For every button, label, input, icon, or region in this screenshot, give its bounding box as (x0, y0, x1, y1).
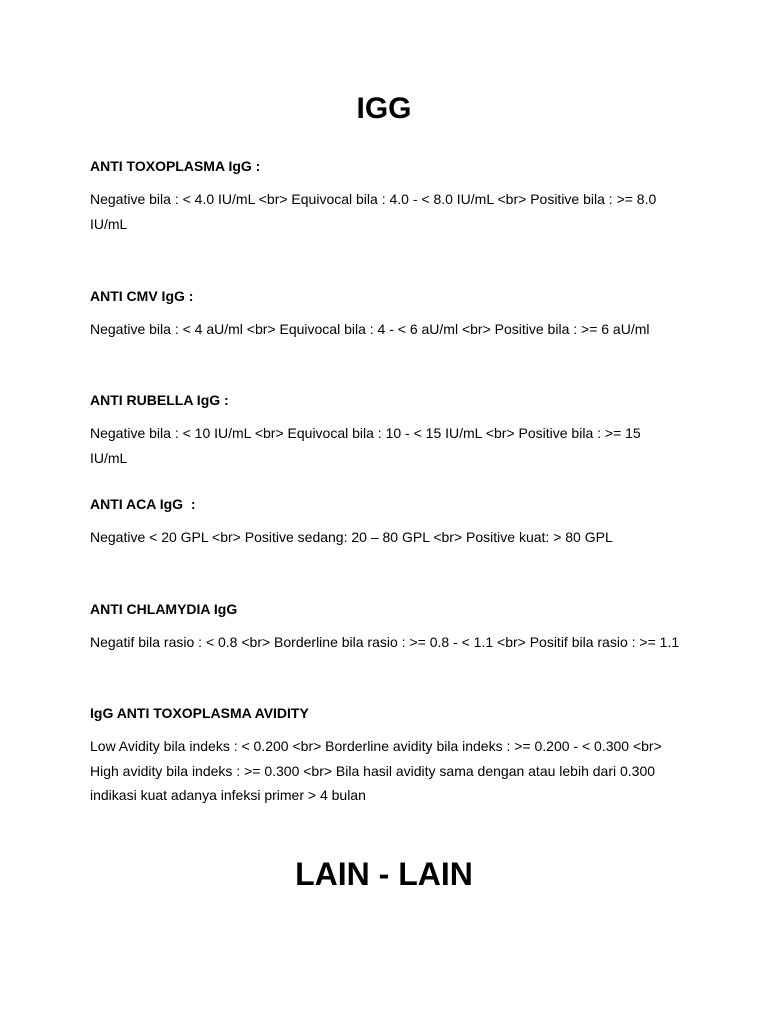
section-body: Negative bila : < 4 aU/ml <br> Equivocal bila : 4 - < 6 aU/ml <br> Positive bila : >= 6 aU/ml (90, 321, 650, 337)
section-anti-aca (90, 495, 690, 545)
section-anti-cmv (90, 287, 690, 337)
section-anti-chlamydia (90, 600, 690, 650)
section-title-lain-lain: LAIN - LAIN (295, 856, 473, 892)
section-heading: ANTI ACA IgG : (90, 496, 196, 512)
section-anti-rubella (90, 391, 690, 466)
section-heading: ANTI TOXOPLASMA IgG : (90, 158, 261, 174)
page-title: IGG (356, 92, 412, 125)
section-body: Low Avidity bila indeks : < 0.200 <br> Borderline avidity bila indeks : >= 0.200 - < 0.300 <br> High avidity bila indeks : >= 0.300 <br> Bila hasil avidity sama dengan atau lebih dari 0.300 indikasi kuat adanya infeksi primer > 4 bulan (90, 738, 662, 803)
section-body: Negative bila : < 10 IU/mL <br> Equivocal bila : 10 - < 15 IU/mL <br> Positive bila : >= 15 IU/mL (90, 425, 641, 466)
section-toxoplasma-avidity (90, 704, 690, 803)
section-body: Negatif bila rasio : < 0.8 <br> Borderline bila rasio : >= 0.8 - < 1.1 <br> Positif bila rasio : >= 1.1 (90, 634, 680, 650)
section-body: Negative bila : < 4.0 IU/mL <br> Equivocal bila : 4.0 - < 8.0 IU/mL <br> Positive bila : >= 8.0 IU/mL (90, 191, 657, 232)
section-heading: IgG ANTI TOXOPLASMA AVIDITY (90, 705, 309, 721)
section-anti-toxoplasma (90, 157, 690, 232)
section-heading: ANTI CMV IgG : (90, 288, 194, 304)
section-heading: ANTI CHLAMYDIA IgG (90, 601, 238, 617)
section-body: Negative < 20 GPL <br> Positive sedang: 20 – 80 GPL <br> Positive kuat: > 80 GPL (90, 529, 613, 545)
section-heading: ANTI RUBELLA IgG : (90, 392, 229, 408)
